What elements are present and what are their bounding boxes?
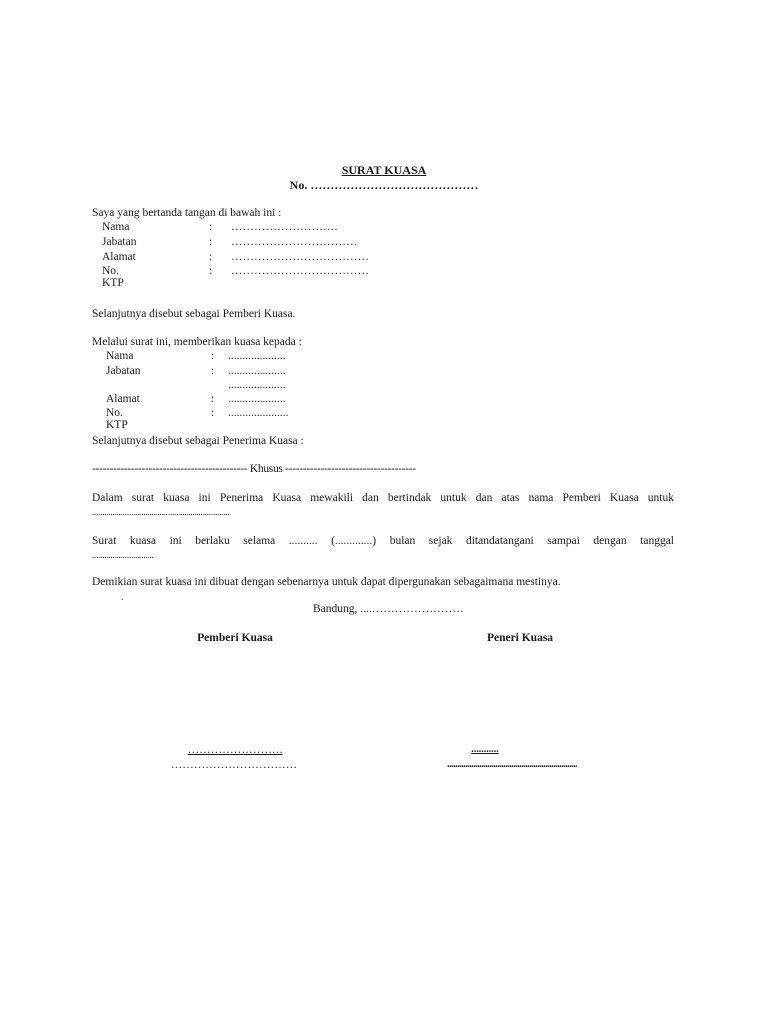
grantor-name-line: …………………………… (170, 759, 298, 771)
grantee-name-line: ................................................................. (447, 759, 577, 770)
through-text: Melalui surat ini, memberikan kuasa kepada : (92, 336, 302, 348)
field-label: No. KTP (106, 407, 128, 431)
place-date: Bandung, ....…………………… (313, 603, 464, 615)
khusus-divider: -------------------------------------------- Khusus ------------------------------------- (92, 463, 416, 475)
validity-dots: .............................. (92, 550, 154, 560)
field-value: ……………………………… (231, 251, 369, 263)
field-colon: : (209, 265, 213, 277)
field-value: ………………………. (231, 221, 338, 233)
grantor-signature-title: Pemberi Kuasa (197, 632, 273, 644)
field-colon: : (211, 365, 215, 377)
field-label: Nama (102, 221, 130, 233)
field-label: Alamat (102, 251, 136, 263)
document-title: SURAT KUASA (341, 163, 427, 177)
field-colon: : (209, 236, 213, 248)
field-value: ……………………………… (231, 265, 369, 277)
grantee-signature-line: ........... (471, 744, 499, 755)
field-colon: : (211, 350, 215, 362)
validity-paragraph: Surat kuasa ini berlaku selama .......... (.............) bulan sejak ditandatangani sampai dengan tanggal (92, 535, 674, 547)
represent-paragraph: Dalam surat kuasa ini Penerima Kuasa mewakili dan bertindak untuk dan atas nama Pemberi Kuasa untuk (92, 492, 674, 504)
field-value: .................... (228, 365, 286, 377)
grantee-signature-title: Peneri Kuasa (486, 632, 554, 644)
field-value: .................... (228, 350, 286, 362)
field-colon: : (209, 221, 213, 233)
field-value: .................... (228, 379, 286, 391)
field-value: ..................... (228, 407, 289, 419)
intro-text: Saya yang bertanda tangan di bawah ini : (92, 207, 282, 219)
closing-paragraph: Demikian surat kuasa ini dibuat dengan sebenarnya untuk dapat dipergunakan sebagaimana mestinya. (92, 576, 561, 588)
grantor-note: Selanjutnya disebut sebagai Pemberi Kuasa. (92, 308, 296, 320)
represent-dots: ................................................................... (92, 507, 230, 517)
field-colon: : (211, 393, 215, 405)
field-colon: : (211, 407, 215, 419)
field-value: .................... (228, 393, 286, 405)
grantor-signature-line: ……………………. (187, 744, 283, 756)
field-label: Jabatan (106, 365, 141, 377)
field-label: Alamat (106, 393, 140, 405)
grantee-note: Selanjutnya disebut sebagai Penerima Kuasa : (92, 435, 304, 447)
field-label: Jabatan (102, 236, 137, 248)
field-value: …………………………… (231, 236, 358, 248)
document-number: No. …………………………………… (289, 178, 479, 192)
field-label: No. KTP (102, 265, 124, 289)
field-colon: : (209, 251, 213, 263)
stray-mark: . (121, 592, 124, 602)
field-label: Nama (106, 350, 134, 362)
